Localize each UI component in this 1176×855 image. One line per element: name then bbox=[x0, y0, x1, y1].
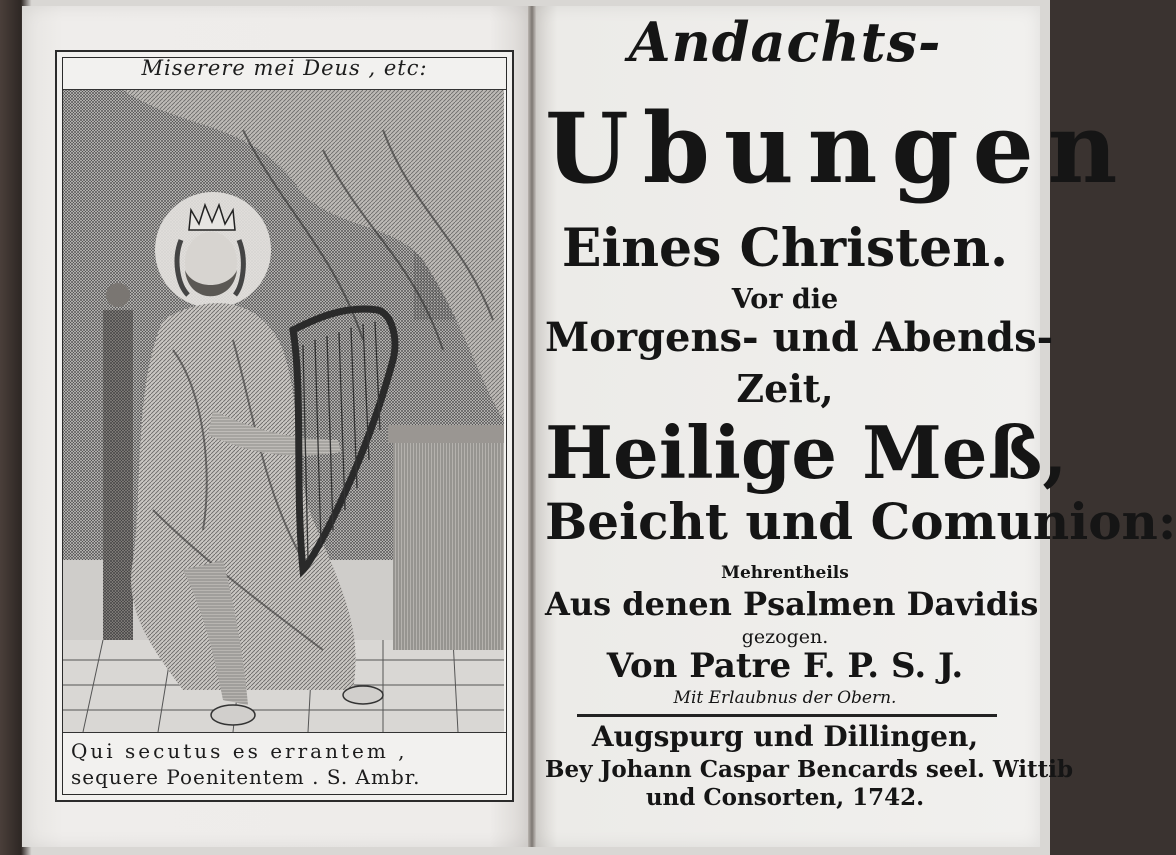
frontispiece-plate bbox=[55, 50, 514, 802]
imprint-publisher: Bey Johann Caspar Bencards seel. Wittib bbox=[545, 756, 1074, 783]
title-line-morgens-abends: Morgens- und Abends- bbox=[545, 314, 1054, 361]
title-divider-rule bbox=[577, 714, 997, 717]
title-line-eines-christen: Eines Christen. bbox=[561, 218, 1009, 279]
title-line-ubungen: Ubungen bbox=[545, 92, 1132, 205]
title-line-gezogen: gezogen. bbox=[741, 626, 829, 648]
title-line-mehrentheils: Mehrentheils bbox=[721, 563, 849, 583]
title-line-psalmen-davidis: Aus denen Psalmen Davidis bbox=[545, 585, 1039, 623]
title-page bbox=[545, 8, 1176, 848]
title-line-beicht-comunion: Beicht und Comunion: bbox=[545, 492, 1176, 551]
engraving-image bbox=[63, 90, 504, 732]
frontispiece-caption-top: Miserere mei Deus , etc: bbox=[141, 56, 428, 80]
caption-bottom-line-2: sequere Poenitentem . S. Ambr. bbox=[71, 765, 421, 789]
imprint-year: und Consorten, 1742. bbox=[645, 784, 925, 811]
book-gutter bbox=[528, 6, 536, 847]
title-line-vor-die: Vor die bbox=[731, 284, 839, 315]
title-line-andachts: Andachts- bbox=[628, 10, 942, 74]
imprint-place: Augspurg und Dillingen, bbox=[591, 720, 979, 753]
title-line-heilige-mess: Heilige Meß, bbox=[545, 410, 1068, 495]
title-line-zeit: Zeit, bbox=[736, 366, 834, 411]
caption-bottom-line-1: Qui secutus es errantem , bbox=[71, 739, 408, 763]
title-line-erlaubnus: Mit Erlaubnus der Obern. bbox=[673, 688, 897, 708]
frontispiece-caption-bottom bbox=[71, 738, 498, 794]
title-line-author: Von Patre F. P. S. J. bbox=[606, 646, 964, 686]
king-david-harp-engraving bbox=[63, 89, 506, 733]
